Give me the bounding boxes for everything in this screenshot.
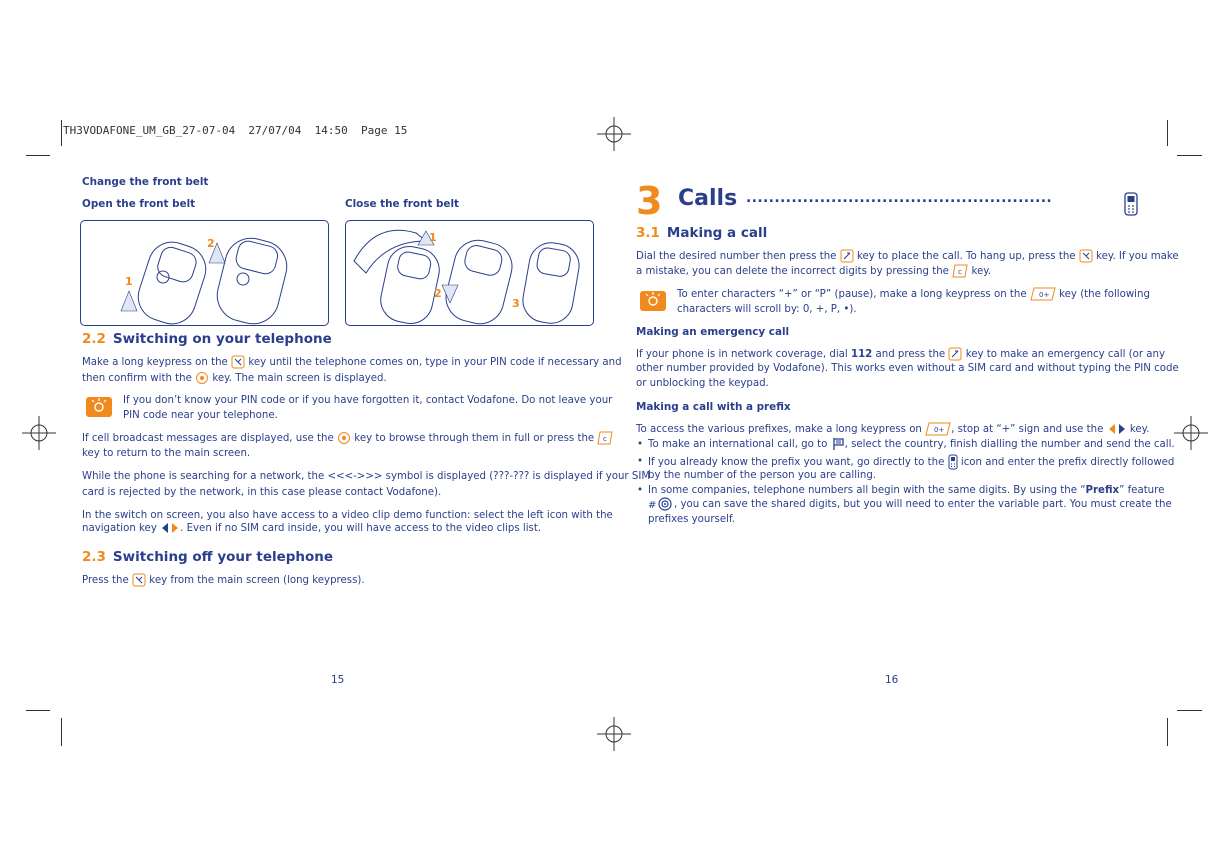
text: If cell broadcast messages are displayed, use the <box>82 433 334 444</box>
svg-text:c: c <box>958 268 963 276</box>
paragraph <box>636 249 1179 265</box>
paragraph: other number provided by Vodafone). This works even without a SIM card and without typing the PIN code <box>636 363 1179 374</box>
page-number: 15 <box>331 674 345 686</box>
text: ” feature <box>1119 485 1165 496</box>
text: If your phone is in network coverage, dial <box>636 349 848 360</box>
zero-key-icon <box>925 422 951 436</box>
crop-mark <box>26 710 50 711</box>
step-label: 3 <box>512 297 520 310</box>
text: key to browse through them in full or press the <box>354 433 595 444</box>
svg-text:#: # <box>648 500 657 511</box>
zero-key-icon <box>1030 287 1056 301</box>
paragraph <box>82 521 541 537</box>
chapter-number: 3 <box>636 179 663 223</box>
svg-text:c: c <box>603 435 608 443</box>
bullet: • <box>637 456 644 467</box>
section-heading-3-1 <box>636 225 767 241</box>
registration-mark-icon <box>597 717 631 751</box>
emergency-number: 112 <box>851 349 873 360</box>
text: To make an international call, go to <box>648 439 828 450</box>
text: Press the <box>82 575 129 586</box>
phone-icon <box>948 454 958 470</box>
text: key. The main screen is displayed. <box>212 373 387 384</box>
send-key-icon <box>948 347 962 361</box>
text: and press the <box>875 349 946 360</box>
paragraph <box>82 431 613 447</box>
text: key to place the call. To hang up, press the <box>856 251 1076 262</box>
section-title: Switching on your telephone <box>112 331 332 347</box>
page-number: 16 <box>885 674 899 686</box>
phone-illustration <box>346 221 593 325</box>
list-item <box>648 497 1172 513</box>
open-belt-illustration <box>80 220 329 326</box>
change-belt-heading: Change the front belt <box>82 176 209 188</box>
text: , select the country, finish dialling the number and send the call. <box>844 439 1175 450</box>
section-heading-2-3 <box>82 549 333 565</box>
text: key to make an emergency call (or any <box>965 349 1166 360</box>
registration-mark-icon <box>1174 416 1208 450</box>
text: Dial the desired number then press the <box>636 251 837 262</box>
crop-mark <box>1177 710 1202 711</box>
crop-mark <box>1177 155 1202 156</box>
clear-key-icon <box>597 431 613 445</box>
section-title: Making a call <box>666 225 768 241</box>
section-number: 3.1 <box>636 225 660 241</box>
tip-icon <box>86 397 112 417</box>
text: , you can save the shared digits, but you will need to enter the variable part. You must create the <box>674 499 1172 510</box>
svg-text:0+: 0+ <box>934 426 945 434</box>
navigation-key-icon <box>160 522 180 534</box>
text: key until the telephone comes on, type in your PIN code if necessary and <box>248 357 622 368</box>
paragraph: key to return to the main screen. <box>82 448 251 459</box>
step-label: 2 <box>207 237 215 250</box>
paragraph <box>82 371 387 387</box>
tip-icon <box>640 291 666 311</box>
section-title: Switching off your telephone <box>112 549 334 565</box>
section-number: 2.2 <box>82 331 106 347</box>
list-item: by the number of the person you are calling. <box>648 470 877 481</box>
note-text: If you don’t know your PIN code or if you have forgotten it, contact Vodafone. Do not leave your <box>123 395 613 406</box>
text: Make a long keypress on the <box>82 357 228 368</box>
paragraph: or unblocking the keypad. <box>636 378 769 389</box>
paragraph <box>636 264 991 280</box>
print-slug-header: TH3VODAFONE_UM_GB_27-07-04 27/07/04 14:50 Page 15 <box>63 124 408 137</box>
prefix-call-heading: Making a call with a prefix <box>636 401 791 413</box>
chapter-leader-dots: ...................................................... <box>746 190 1053 206</box>
chapter-title: Calls <box>678 186 738 211</box>
bullet: • <box>637 439 644 450</box>
text: key from the main screen (long keypress). <box>149 575 365 586</box>
text: If you already know the prefix you want, go directly to the <box>648 457 945 468</box>
close-belt-illustration <box>345 220 594 326</box>
text: navigation key <box>82 523 157 534</box>
text: Prefix <box>1085 485 1120 496</box>
prefix-icon <box>648 497 674 511</box>
list-item <box>648 437 1175 453</box>
end-key-icon <box>1079 249 1093 263</box>
section-heading-2-2 <box>82 331 332 347</box>
text: To enter characters “+” or “P” (pause), make a long keypress on the <box>677 289 1027 300</box>
step-label: 1 <box>429 231 437 244</box>
phone-icon <box>1124 192 1138 216</box>
text: key. If you make <box>1096 251 1179 262</box>
clear-key-icon <box>952 264 968 278</box>
close-belt-heading: Close the front belt <box>345 198 459 210</box>
step-label: 2 <box>434 287 442 300</box>
text: key (the following <box>1059 289 1150 300</box>
bullet: • <box>637 485 644 496</box>
crop-mark <box>61 718 62 746</box>
svg-text:0+: 0+ <box>1038 291 1050 299</box>
registration-mark-icon <box>597 117 631 151</box>
end-key-icon <box>231 355 245 369</box>
text: To access the various prefixes, make a long keypress on <box>636 424 922 435</box>
paragraph <box>82 573 365 589</box>
text: key. <box>971 266 992 277</box>
emergency-call-heading: Making an emergency call <box>636 326 790 338</box>
ok-key-icon <box>337 431 351 445</box>
ok-key-icon <box>195 371 209 385</box>
paragraph: card is rejected by the network, in this case please contact Vodafone). <box>82 487 442 498</box>
registration-mark-icon <box>22 416 56 450</box>
text: In some companies, telephone numbers all begin with the same digits. By using the “ <box>648 485 1086 496</box>
end-key-icon <box>132 573 146 587</box>
step-label: 1 <box>125 275 133 288</box>
country-flag-icon <box>831 437 845 451</box>
section-number: 2.3 <box>82 549 106 565</box>
crop-mark <box>26 155 50 156</box>
note-text <box>677 287 1150 303</box>
list-item: prefixes yourself. <box>648 514 736 525</box>
note-text: PIN code near your telephone. <box>123 410 278 421</box>
text: . Even if no SIM card inside, you will have access to the video clips list. <box>180 523 542 534</box>
crop-mark <box>61 120 62 146</box>
send-key-icon <box>840 249 854 263</box>
text: key. <box>1129 424 1150 435</box>
crop-mark <box>1167 718 1168 746</box>
paragraph <box>636 422 1149 438</box>
crop-mark <box>1167 120 1168 146</box>
phone-illustration <box>81 221 328 325</box>
open-belt-heading: Open the front belt <box>82 198 196 210</box>
navigation-key-icon <box>1107 423 1127 435</box>
text: then confirm with the <box>82 373 192 384</box>
text: a mistake, you can delete the incorrect digits by pressing the <box>636 266 949 277</box>
text: , stop at “+” sign and use the <box>951 424 1104 435</box>
paragraph <box>82 355 622 371</box>
text: icon and enter the prefix directly followed <box>960 457 1175 468</box>
paragraph: While the phone is searching for a network, the <<<->>> symbol is displayed (???-??? is displayed if your SIM <box>82 471 651 482</box>
note-text: characters will scroll by: 0, +, P, •). <box>677 304 857 315</box>
paragraph: In the switch on screen, you also have access to a video clip demo function: select the left icon with the <box>82 510 613 521</box>
